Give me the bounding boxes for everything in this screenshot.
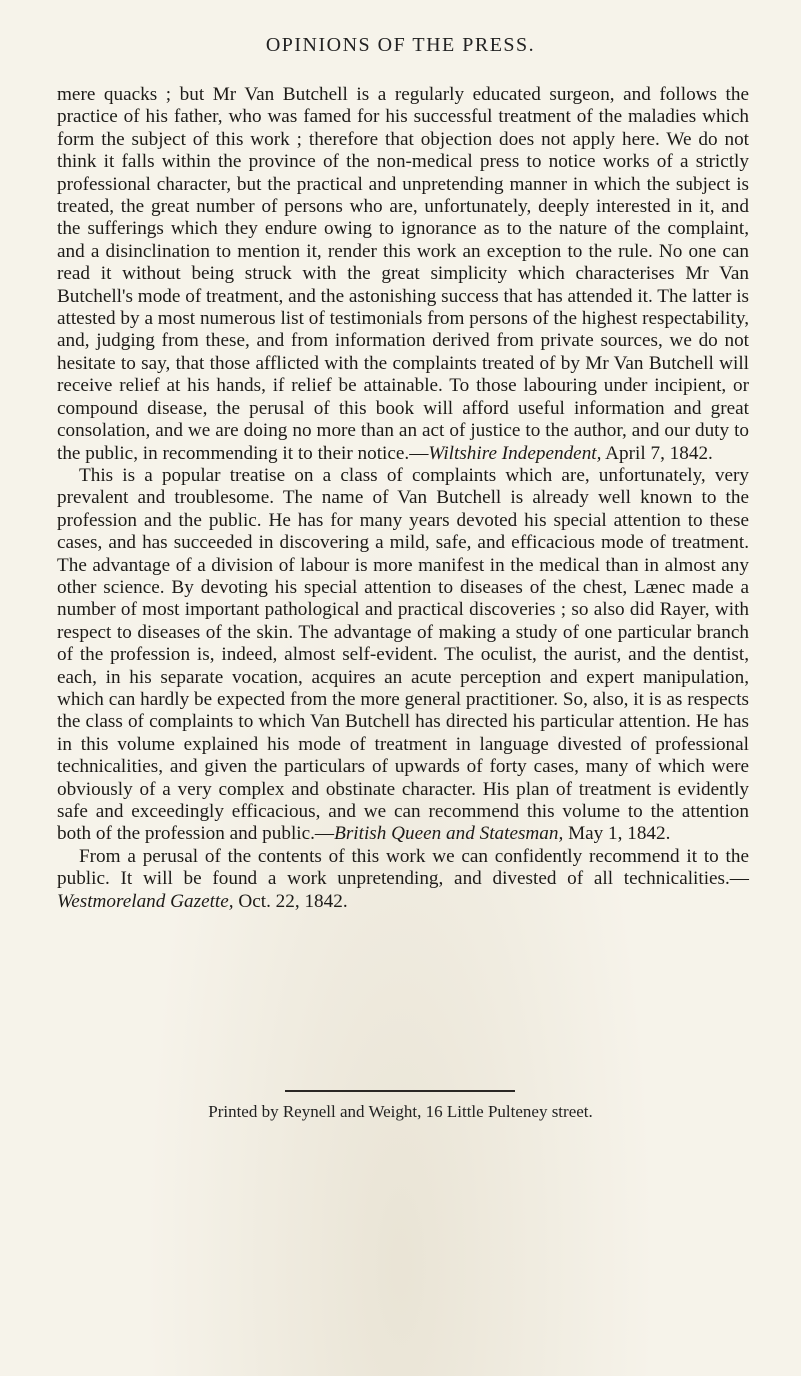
printer-imprint: Printed by Reynell and Weight, 16 Little Pulteney street. (208, 1102, 593, 1121)
review-paragraph (57, 465, 749, 846)
review-source: Westmoreland Gazette, (57, 890, 234, 912)
page-header: OPINIONS OF THE PRESS. (265, 34, 536, 56)
review-date: April 7, 1842. (605, 442, 713, 464)
review-body: This is a popular treatise on a class of complaints which are, unfortunately, very prevalent and troublesome. The name of Van Butchell is already well known to the profession and the public. He has for many years devoted his special attention to these cases, and has succeeded in discovering a mild, safe, and efficacious mode of treatment. The advantage of a division of labour is more manifest in the medical than in almost any other science. By devoting his special attention to diseases of the chest, Lænec made a number of most important pathological and practical discoveries ; so also did Rayer, with respect to diseases of the skin. The advantage of making a study of one particular branch of the profession is, indeed, almost self-evident. The oculist, the aurist, and the dentist, each, in his separate vocation, acquires an acute perception and expert manipulation, which can hardly be expected from the more general practitioner. So, also, it is as respects the class of complaints to which Van Butchell has directed his particular attention. He has in this volume explained his mode of treatment in language divested of professional technicalities, and given the particulars of upwards of forty cases, many of which were obviously of a very complex and obstinate character. His plan of treatment is evidently safe and exceedingly efficacious, and we can recommend this volume to the attention both of the profession and public.— (57, 464, 749, 845)
review-source: British Queen and Statesman, (334, 823, 564, 845)
review-paragraph (57, 846, 749, 913)
footer-divider (285, 1090, 515, 1092)
review-source: Wiltshire Independent, (428, 442, 602, 464)
review-body: mere quacks ; but Mr Van Butchell is a regularly educated surgeon, and follows the practice of his father, who was famed for his successful treatment of the maladies which form the subject of this work ; therefore that objection does not apply here. We do not think it falls within the province of the non-medical press to notice works of a strictly professional character, but the practical and unpretending manner in which the subject is treated, the great number of persons who are, unfortunately, deeply interested in it, and the sufferings which they endure owing to ignorance as to the nature of the complaint, and a disinclination to mention it, render this work an exception to the rule. No one can read it without being struck with the great simplicity which characterises Mr Van Butchell's mode of treatment, and the astonishing success that has attended it. The latter is attested by a most numerous list of testimonials from persons of the highest respectability, and, judging from these, and from information derived from private sources, we do not hesitate to say, that those afflicted with the complaints treated of by Mr Van Butchell will receive relief at his hands, if relief be attainable. To those labouring under incipient, or compound disease, the perusal of this book will afford useful information and great consolation, and we are doing no more than an act of justice to the author, and our duty to the public, in recommending it to their notice.— (57, 84, 749, 464)
review-date: Oct. 22, 1842. (238, 890, 348, 912)
review-paragraph (57, 84, 749, 465)
review-date: May 1, 1842. (568, 823, 671, 845)
reviews-text (57, 84, 749, 913)
review-body: From a perusal of the contents of this work we can confidently recommend it to the public. It will be found a work unpretending, and divested of all technicalities.— (57, 845, 749, 890)
